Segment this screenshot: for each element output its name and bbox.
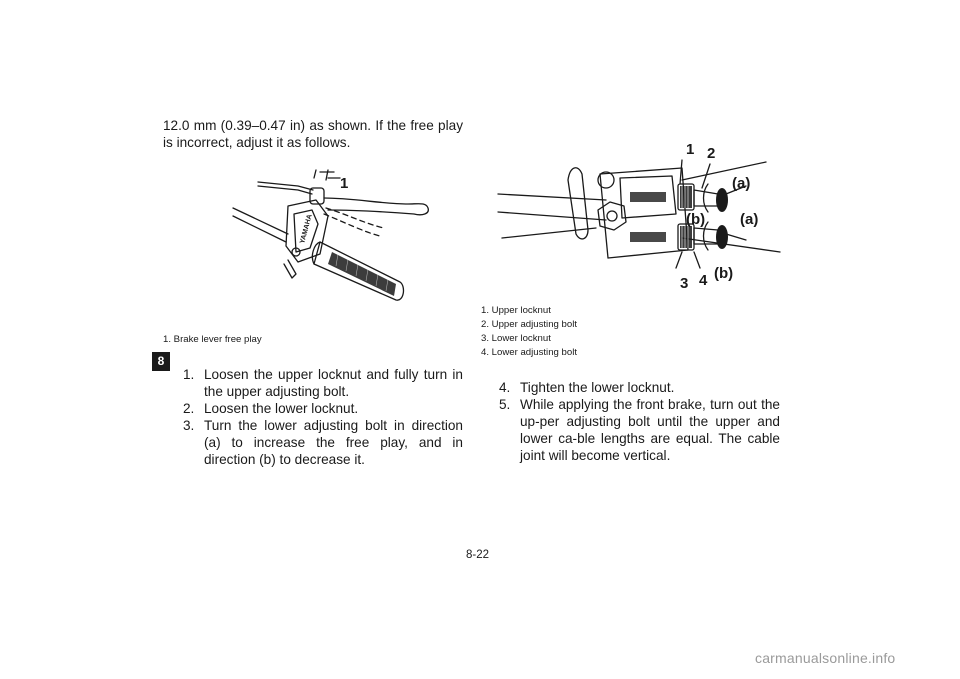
- step-item: [183, 366, 463, 400]
- step-number: 1.: [183, 367, 195, 382]
- brake-lever-illustration: [228, 164, 438, 318]
- caption-line: 1. Brake lever free play: [163, 334, 262, 345]
- caption-line: 3. Lower locknut: [481, 333, 551, 344]
- callout-4: 4: [699, 272, 708, 289]
- callout-a-lower: (a): [740, 211, 759, 228]
- callout-b-lower: (b): [714, 265, 734, 282]
- step-text: Loosen the lower locknut.: [204, 401, 359, 416]
- step-text: While applying the front brake, turn out the up-per adjusting bolt until the upper and lower ca-ble lengths are equal. The cable joint will become vertical.: [520, 397, 780, 463]
- callout-3: 3: [680, 275, 689, 292]
- chapter-tab: 8: [152, 352, 170, 371]
- caption-line: 4. Lower adjusting bolt: [481, 347, 577, 358]
- callout-2: 2: [707, 145, 716, 162]
- step-number: 3.: [183, 418, 195, 433]
- step-number: 2.: [183, 401, 195, 416]
- watermark: carmanualsonline.info: [755, 650, 896, 666]
- brand-logo-text: YAMAHA: [299, 213, 314, 245]
- caption-line: 1. Upper locknut: [481, 305, 551, 316]
- callout-1: 1: [686, 141, 695, 158]
- step-item: [499, 396, 780, 464]
- steps-list-left: [183, 366, 463, 468]
- intro-paragraph: 12.0 mm (0.39–0.47 in) as shown. If the free play is incorrect, adjust it as follows.: [163, 118, 463, 150]
- step-text: Tighten the lower locknut.: [520, 380, 675, 395]
- callout-a-upper: (a): [732, 175, 751, 192]
- step-number: 4.: [499, 380, 511, 395]
- callout-1: 1: [340, 175, 349, 192]
- right-figure-caption: [481, 304, 577, 360]
- step-item: [499, 379, 780, 396]
- step-item: [183, 400, 463, 417]
- steps-list-right: [499, 379, 780, 464]
- step-text: Turn the lower adjusting bolt in direction (a) to increase the free play, and in direction (b) to decrease it.: [204, 418, 463, 467]
- left-figure-caption: [163, 333, 262, 347]
- brake-adjuster-illustration: [496, 140, 782, 296]
- step-text: Loosen the upper locknut and fully turn in the upper adjusting bolt.: [204, 367, 463, 399]
- caption-line: 2. Upper adjusting bolt: [481, 319, 577, 330]
- callout-b-upper: (b): [686, 211, 706, 228]
- step-item: [183, 417, 463, 468]
- page-number: 8-22: [466, 549, 490, 561]
- step-number: 5.: [499, 397, 511, 412]
